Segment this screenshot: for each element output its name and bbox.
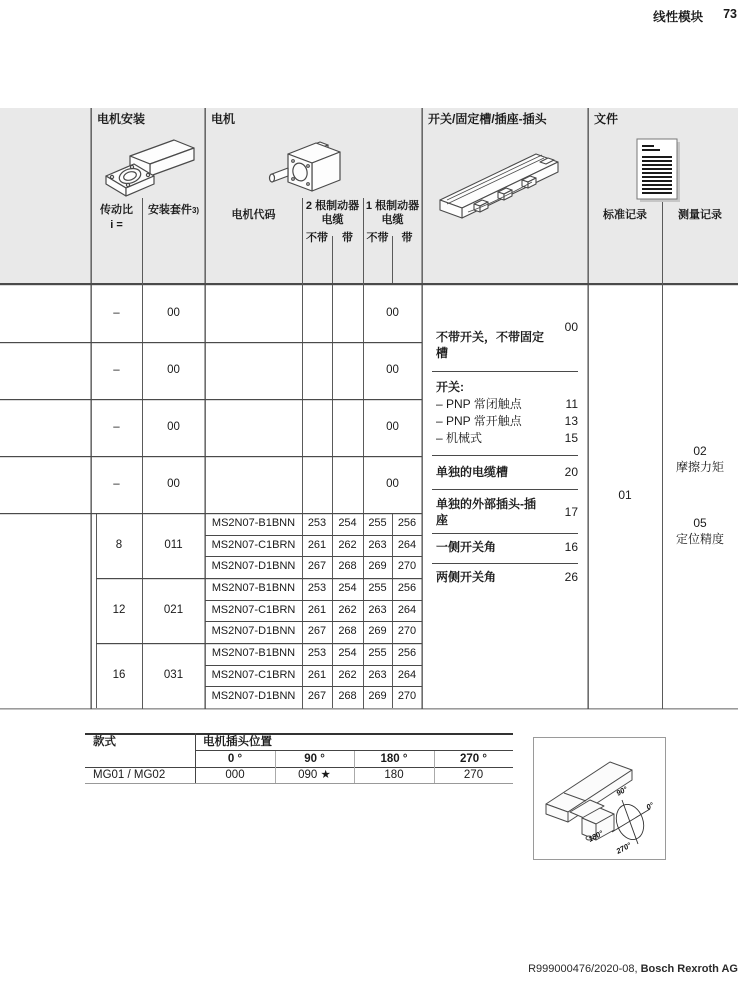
col-header-brake1-without: 不带 — [366, 231, 389, 244]
section-title-motor-mount: 电机安装 — [97, 112, 146, 126]
col-header-brake1-with: 带 — [401, 231, 413, 244]
option-value-two-side-angle: 26 — [564, 570, 578, 584]
cell-code-value: 264 — [397, 538, 417, 551]
cell-style-name: MG01 / MG02 — [93, 769, 166, 782]
cell-code-value: 263 — [368, 668, 387, 681]
document-icon — [634, 138, 684, 206]
cell-code-value: 255 — [368, 582, 387, 595]
cell-code-value: 261 — [307, 538, 327, 551]
cell-motor-code: MS2N07-B1BNN — [211, 647, 296, 660]
cell-code-value: 263 — [368, 603, 387, 616]
plug-angle-drawing — [534, 738, 665, 859]
cell-code-value: 268 — [338, 560, 357, 573]
cell-plug-code-0: 000 — [225, 769, 245, 782]
cell-cable1: 00 — [386, 478, 399, 491]
cell-code-value: 267 — [307, 560, 327, 573]
option-value-one-side-angle: 16 — [564, 540, 578, 554]
cell-group-kit: 011 — [164, 539, 183, 552]
switch-rail-icon — [434, 140, 574, 226]
plug-position-table — [85, 733, 513, 784]
measure-record-label: 摩擦力矩 — [675, 459, 724, 474]
cell-motor-code: MS2N07-D1BNN — [211, 625, 296, 638]
cell-code-value: 262 — [338, 538, 357, 551]
option-label-pnp-nc: – PNP 常闭触点 — [436, 397, 522, 411]
col-header-ratio: 传动比 — [100, 203, 133, 216]
cell-kit: 00 — [167, 421, 180, 434]
col-header-style: 款式 — [93, 736, 116, 749]
page-title: 线性模块 — [653, 10, 704, 24]
diagram-label-270: 270° — [614, 840, 633, 856]
cell-code-value: 269 — [368, 560, 387, 573]
cell-kit: 00 — [167, 364, 180, 377]
option-label-pnp-no: – PNP 常开触点 — [436, 414, 522, 428]
cell-ratio: – — [113, 307, 120, 320]
cell-motor-code: MS2N07-D1BNN — [211, 690, 296, 703]
cell-code-value: 253 — [307, 647, 327, 660]
col-header-kit-footnote: 3) — [191, 205, 200, 215]
cell-code-value: 256 — [397, 647, 417, 660]
cell-motor-code: MS2N07-B1BNN — [211, 517, 296, 530]
cell-code-value: 268 — [338, 690, 357, 703]
cell-code-value: 269 — [368, 690, 387, 703]
cell-cable1: 00 — [386, 364, 399, 377]
page-footer — [528, 963, 738, 975]
option-value-pnp-no: 13 — [564, 414, 578, 428]
option-value-none: 00 — [564, 320, 578, 334]
cell-code-value: 256 — [397, 517, 417, 530]
diagram-label-90: 90° — [614, 784, 629, 798]
option-label-switch-title: 开关: — [436, 380, 464, 394]
cell-code-value: 269 — [368, 625, 387, 638]
cell-motor-code: MS2N07-C1BRN — [211, 538, 296, 551]
col-header-angle-90: 90 ° — [304, 752, 325, 765]
cell-group-ratio: 12 — [112, 604, 126, 617]
option-value-external-plug: 17 — [564, 505, 578, 519]
col-header-motor-code: 电机代码 — [231, 208, 276, 221]
col-header-brake1: 1 根制动器 — [365, 199, 420, 212]
cell-group-ratio: 8 — [115, 539, 123, 552]
cell-ratio: – — [113, 478, 120, 491]
col-header-standard-record: 标准记录 — [603, 208, 647, 221]
page-number: 73 — [723, 7, 737, 21]
option-label-cable-slot: 单独的电缆槽 — [436, 465, 509, 479]
cell-plug-code-270: 270 — [463, 769, 484, 782]
option-label-one-side-angle: 一侧开关角 — [436, 540, 497, 554]
cell-motor-code: MS2N07-D1BNN — [211, 560, 296, 573]
cell-code-value: 270 — [397, 690, 417, 703]
cell-kit: 00 — [167, 307, 180, 320]
cell-motor-code: MS2N07-C1BRN — [211, 668, 296, 681]
diagram-label-180: 180° — [586, 828, 605, 844]
cell-code-value: 254 — [338, 647, 357, 660]
cell-code-value: 264 — [397, 668, 417, 681]
cell-motor-code: MS2N07-C1BRN — [211, 603, 296, 616]
cell-kit: 00 — [167, 478, 180, 491]
option-label-mechanical: – 机械式 — [436, 431, 483, 445]
cell-cable1: 00 — [386, 421, 399, 434]
cell-plug-code-90: 090 ★ — [298, 769, 331, 782]
table-border — [85, 733, 513, 735]
cell-code-value: 254 — [338, 517, 357, 530]
cell-code-value: 261 — [307, 603, 327, 616]
section-title-files: 文件 — [594, 112, 619, 126]
col-header-angle-180: 180 ° — [380, 752, 408, 765]
cell-cable1: 00 — [386, 307, 399, 320]
measure-record-value: 05 — [693, 515, 707, 530]
col-header-kit — [142, 204, 205, 217]
cell-code-value: 262 — [338, 603, 357, 616]
table-grid-line — [85, 783, 513, 784]
cell-ratio: – — [113, 364, 120, 377]
measure-record-label: 定位精度 — [675, 531, 724, 546]
col-header-brake1-cable: 电缆 — [381, 213, 404, 226]
col-header-brake2-with: 带 — [342, 231, 353, 244]
col-header-kit-text: 安装套件 — [147, 203, 192, 216]
plug-angle-diagram — [533, 737, 666, 860]
cell-plug-code-180: 180 — [384, 769, 404, 782]
footer-company: Bosch Rexroth AG — [640, 963, 738, 975]
option-value-pnp-nc: 11 — [565, 397, 578, 411]
cell-group-kit: 031 — [163, 669, 184, 682]
diagram-label-0: 0° — [644, 800, 656, 812]
footer-doc-ref: R999000476/2020-08, — [528, 963, 638, 975]
page-header — [653, 7, 737, 25]
cell-code-value: 267 — [307, 625, 327, 638]
col-header-plug-position: 电机插头位置 — [203, 736, 272, 749]
cell-ratio: – — [113, 421, 120, 434]
col-header-measure-record: 测量记录 — [678, 208, 722, 221]
cell-code-value: 253 — [307, 517, 327, 530]
section-title-switch: 开关/固定槽/插座-插头 — [428, 112, 547, 126]
col-header-angle-270: 270 ° — [460, 752, 487, 765]
measure-record-value: 02 — [693, 443, 707, 458]
col-header-brake2-cable: 电缆 — [321, 213, 344, 226]
option-value-mechanical: 15 — [564, 431, 578, 445]
standard-record-value: 01 — [618, 487, 632, 502]
cell-code-value: 267 — [307, 690, 327, 703]
selection-table — [0, 108, 738, 712]
cell-code-value: 253 — [307, 582, 327, 595]
cell-code-value: 262 — [338, 668, 357, 681]
col-header-brake2-without: 不带 — [306, 231, 328, 244]
cell-code-value: 270 — [397, 625, 417, 638]
cell-code-value: 255 — [368, 647, 387, 660]
col-header-brake2: 2 根制动器 — [305, 199, 360, 212]
motor-mount-icon — [96, 136, 198, 210]
cell-motor-code: MS2N07-B1BNN — [211, 582, 296, 595]
col-header-ratio-sub: i = — [110, 218, 123, 231]
option-label-none: 不带开关，不带固定槽 — [436, 330, 545, 360]
option-value-cable-slot: 20 — [564, 465, 578, 479]
cell-code-value: 264 — [397, 603, 417, 616]
option-label-external-plug: 单独的外部插头-插座 — [436, 497, 536, 527]
cell-code-value: 255 — [368, 517, 387, 530]
cell-code-value: 256 — [397, 582, 417, 595]
cell-code-value: 254 — [338, 582, 357, 595]
col-header-angle-0: 0 ° — [227, 752, 243, 765]
cell-group-kit: 021 — [163, 604, 184, 617]
cell-code-value: 268 — [338, 625, 357, 638]
cell-group-ratio: 16 — [112, 669, 126, 682]
cell-code-value: 263 — [368, 538, 387, 551]
option-label-two-side-angle: 两侧开关角 — [436, 570, 497, 584]
section-title-motor: 电机 — [211, 112, 236, 126]
cell-code-value: 261 — [307, 668, 327, 681]
cell-code-value: 270 — [397, 560, 417, 573]
